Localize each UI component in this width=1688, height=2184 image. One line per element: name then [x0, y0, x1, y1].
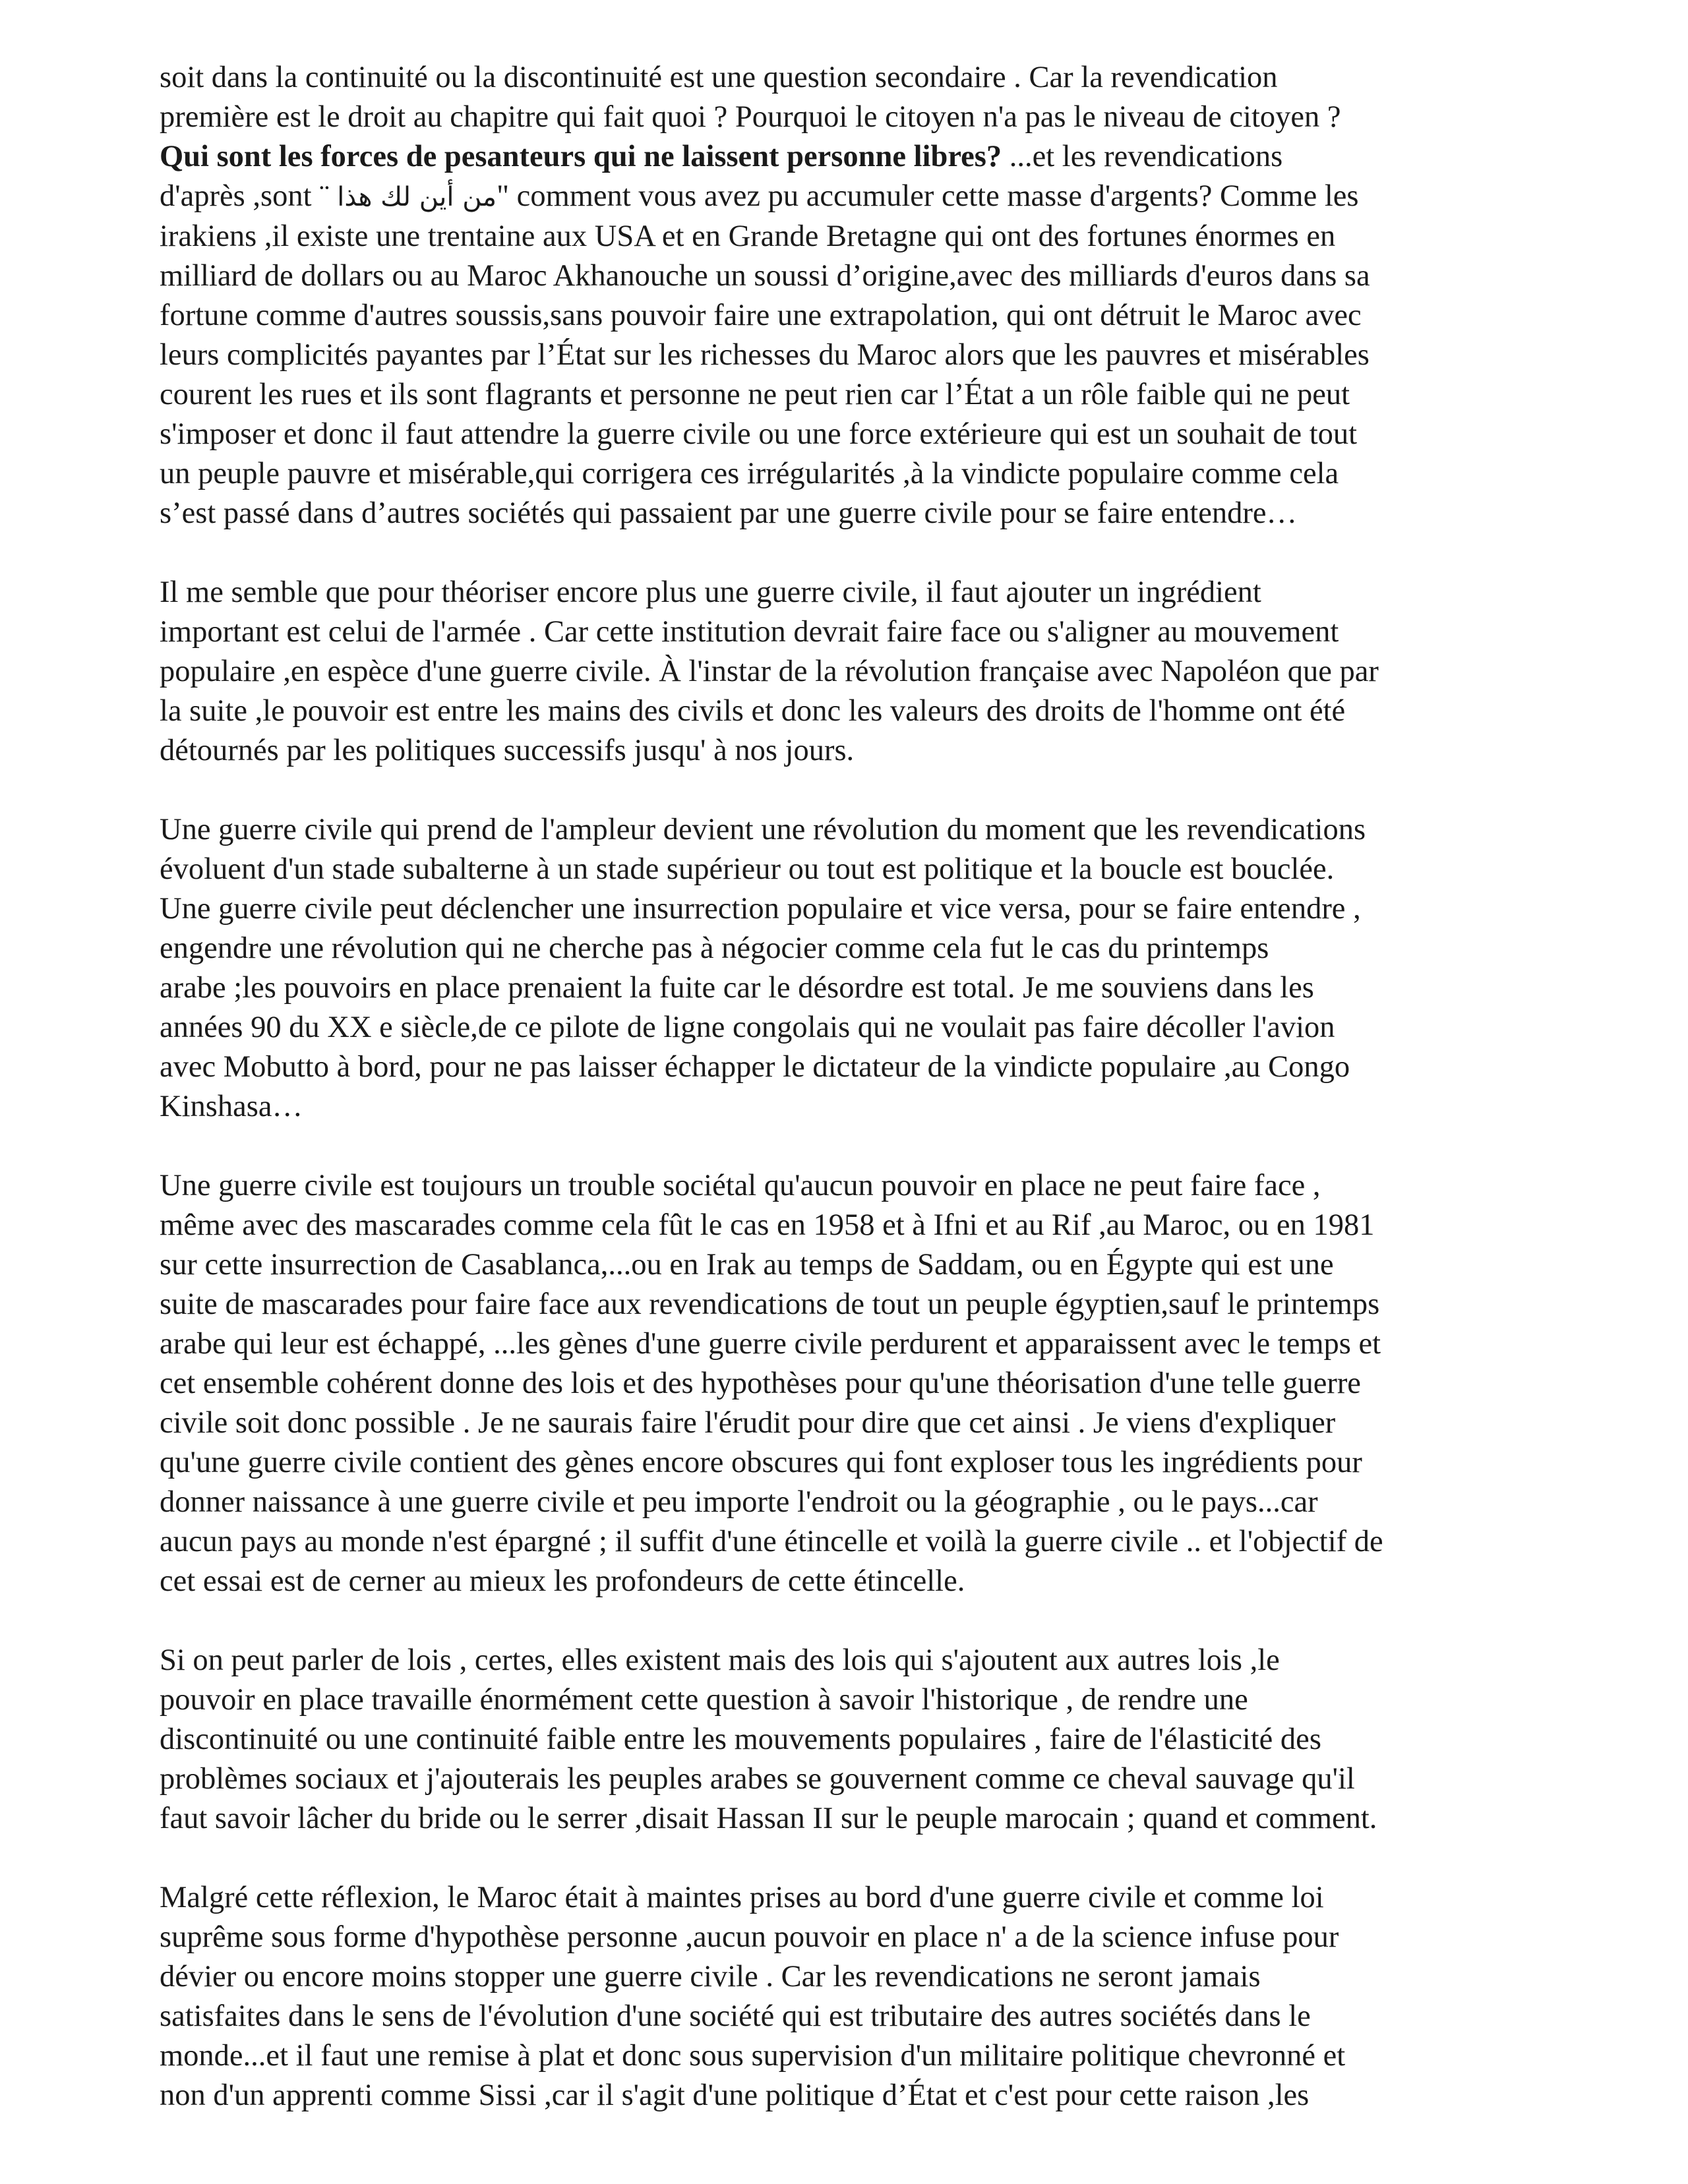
- text-segment: pouvoir en place travaille énormément cette question à savoir l'historique , de rendre une: [160, 1683, 1248, 1717]
- text-line: [160, 1048, 1538, 1087]
- text-line: [160, 98, 1538, 137]
- text-line: [160, 731, 1538, 771]
- text-line: [160, 1997, 1538, 2036]
- text-line: [160, 1483, 1538, 1522]
- text-line: [160, 692, 1538, 731]
- document-page: [160, 58, 1538, 2115]
- text-line: [160, 256, 1538, 296]
- text-line: [160, 850, 1538, 889]
- text-segment: Il me semble que pour théoriser encore plus une guerre civile, il faut ajouter un ingrédient: [160, 576, 1261, 609]
- text-line: [160, 217, 1538, 256]
- text-segment: civile soit donc possible . Je ne saurais faire l'érudit pour dire que cet ainsi . Je viens d'expliquer: [160, 1406, 1336, 1440]
- text-line: [160, 454, 1538, 494]
- bold-question: Qui sont les forces de pesanteurs qui ne laissent personne libres?: [160, 140, 1002, 173]
- text-segment: Une guerre civile est toujours un trouble sociétal qu'aucun pouvoir en place ne peut faire face ,: [160, 1169, 1321, 1202]
- paragraph: [160, 1641, 1538, 1839]
- text-segment: Kinshasa…: [160, 1090, 303, 1123]
- text-line: [160, 2076, 1538, 2115]
- text-segment: engendre une révolution qui ne cherche pas à négocier comme cela fut le cas du printemps: [160, 931, 1269, 965]
- text-line: [160, 1641, 1538, 1680]
- text-segment: monde...et il faut une remise à plat et donc sous supervision d'un militaire politique chevronné et: [160, 2039, 1346, 2073]
- text-segment: donner naissance à une guerre civile et peu importe l'endroit ou la géographie , ou le pays...car: [160, 1485, 1318, 1519]
- text-line: [160, 1522, 1538, 1562]
- text-line: [160, 1008, 1538, 1048]
- text-segment: cet essai est de cerner au mieux les profondeurs de cette étincelle.: [160, 1564, 965, 1598]
- text-segment: s'imposer et donc il faut attendre la guerre civile ou une force extérieure qui est un souhait de tout: [160, 417, 1358, 451]
- text-line: [160, 1443, 1538, 1483]
- text-line: [160, 1562, 1538, 1601]
- text-segment: dévier ou encore moins stopper une guerre civile . Car les revendications ne seront jamais: [160, 1960, 1261, 1993]
- text-line: [160, 968, 1538, 1008]
- text-line: [160, 336, 1538, 375]
- text-line: [160, 1166, 1538, 1206]
- paragraph: [160, 573, 1538, 771]
- text-segment: détournés par les politiques successifs jusqu' à nos jours.: [160, 734, 855, 767]
- text-segment: s’est passé dans d’autres sociétés qui passaient par une guerre civile pour se faire entendre…: [160, 496, 1298, 530]
- text-segment: soit dans la continuité ou la discontinuité est une question secondaire . Car la revendication: [160, 61, 1278, 94]
- text-segment: non d'un apprenti comme Sissi ,car il s'agit d'une politique d’État et c'est pour cette raison ,les: [160, 2079, 1310, 2112]
- text-line: [160, 375, 1538, 415]
- text-line: [160, 1087, 1538, 1127]
- text-line: [160, 1324, 1538, 1364]
- text-segment: leurs complicités payantes par l’État sur les richesses du Maroc alors que les pauvres et misérables: [160, 338, 1370, 372]
- text-segment: discontinuité ou une continuité faible entre les mouvements populaires , faire de l'élasticité des: [160, 1723, 1321, 1756]
- text-segment: problèmes sociaux et j'ajouterais les peuples arabes se gouvernent comme ce cheval sauvage qu'il: [160, 1762, 1355, 1796]
- paragraph: [160, 810, 1538, 1127]
- text-segment: un peuple pauvre et misérable,qui corrigera ces irrégularités ,à la vindicte populaire comme cela: [160, 457, 1339, 490]
- text-segment: milliard de dollars ou au Maroc Akhanouche un soussi d’origine,avec des milliards d'euros dans sa: [160, 259, 1370, 293]
- arabic-quote: من أين لك هذا: [337, 182, 497, 212]
- text-line: [160, 1957, 1538, 1997]
- text-line: [160, 494, 1538, 533]
- text-segment: Une guerre civile peut déclencher une insurrection populaire et vice versa, pour se faire entendre ,: [160, 892, 1361, 926]
- text-segment: populaire ,en espèce d'une guerre civile. À l'instar de la révolution française avec Napoléon que par: [160, 655, 1379, 688]
- text-line: [160, 1918, 1538, 1957]
- text-line: [160, 1245, 1538, 1285]
- text-line: [160, 1364, 1538, 1403]
- text-segment: arabe qui leur est échappé, ...les gènes d'une guerre civile perdurent et apparaissent avec le temps et: [160, 1327, 1381, 1361]
- text-segment: qu'une guerre civile contient des gènes encore obscures qui font exploser tous les ingrédients pour: [160, 1446, 1362, 1479]
- text-segment: cet ensemble cohérent donne des lois et des hypothèses pour qu'une théorisation d'une telle guerre: [160, 1367, 1361, 1400]
- text-line: [160, 2036, 1538, 2076]
- text-line: [160, 652, 1538, 692]
- text-segment: années 90 du XX e siècle,de ce pilote de ligne congolais qui ne voulait pas faire décoller l'avion: [160, 1011, 1335, 1044]
- text-segment: faut savoir lâcher du bride ou le serrer ,disait Hassan II sur le peuple marocain ; quand et comment.: [160, 1802, 1377, 1835]
- text-line: [160, 929, 1538, 968]
- text-segment: aucun pays au monde n'est épargné ; il suffit d'une étincelle et voilà la guerre civile .. et l'objectif de: [160, 1525, 1383, 1558]
- text-line: [160, 1680, 1538, 1720]
- text-segment: suprême sous forme d'hypothèse personne ,aucun pouvoir en place n' a de la science infuse pour: [160, 1920, 1339, 1954]
- text-line: [160, 1285, 1538, 1324]
- text-segment: première est le droit au chapitre qui fait quoi ? Pourquoi le citoyen n'a pas le niveau de citoyen ?: [160, 100, 1341, 134]
- text-line: [160, 889, 1538, 929]
- text-segment: sur cette insurrection de Casablanca,...ou en Irak au temps de Saddam, ou en Égypte qui est une: [160, 1248, 1334, 1282]
- text-segment: Si on peut parler de lois , certes, elles existent mais des lois qui s'ajoutent aux autres lois ,le: [160, 1643, 1280, 1677]
- text-segment: suite de mascarades pour faire face aux revendications de tout un peuple égyptien,sauf le printemps: [160, 1287, 1380, 1321]
- text-line: [160, 296, 1538, 336]
- text-line: [160, 137, 1538, 177]
- text-line: [160, 612, 1538, 652]
- text-line: [160, 177, 1538, 217]
- text-line: [160, 1759, 1538, 1799]
- text-segment: " comment vous avez pu accumuler cette masse d'argents? Comme les: [497, 179, 1359, 213]
- text-segment: arabe ;les pouvoirs en place prenaient la fuite car le désordre est total. Je me souviens dans les: [160, 971, 1314, 1005]
- text-line: [160, 1878, 1538, 1918]
- text-segment: Une guerre civile qui prend de l'ampleur devient une révolution du moment que les revendications: [160, 813, 1366, 846]
- text-segment: évoluent d'un stade subalterne à un stade supérieur ou tout est politique et la boucle est bouclée.: [160, 852, 1335, 886]
- paragraph: [160, 1878, 1538, 2115]
- paragraph: [160, 1166, 1538, 1601]
- text-segment: la suite ,le pouvoir est entre les mains des civils et donc les valeurs des droits de l'homme ont été: [160, 694, 1346, 728]
- text-segment: satisfaites dans le sens de l'évolution d'une société qui est tributaire des autres sociétés dans le: [160, 1999, 1311, 2033]
- text-line: [160, 415, 1538, 454]
- text-line: [160, 1720, 1538, 1759]
- text-segment: d'après ,sont ¨: [160, 179, 338, 213]
- text-segment: même avec des mascarades comme cela fût le cas en 1958 et à Ifni et au Rif ,au Maroc, ou en 1981: [160, 1208, 1375, 1242]
- text-line: [160, 1799, 1538, 1839]
- text-line: [160, 810, 1538, 850]
- text-line: [160, 58, 1538, 98]
- text-segment: irakiens ,il existe une trentaine aux USA et en Grande Bretagne qui ont des fortunes énormes en: [160, 220, 1336, 253]
- text-segment: avec Mobutto à bord, pour ne pas laisser échapper le dictateur de la vindicte populaire ,au Congo: [160, 1050, 1350, 1084]
- text-line: [160, 1403, 1538, 1443]
- text-segment: fortune comme d'autres soussis,sans pouvoir faire une extrapolation, qui ont détruit le Maroc avec: [160, 299, 1362, 332]
- text-segment: ...et les revendications: [1002, 140, 1283, 173]
- text-line: [160, 573, 1538, 612]
- text-line: [160, 1206, 1538, 1245]
- text-segment: courent les rues et ils sont flagrants et personne ne peut rien car l’État a un rôle faible qui ne peut: [160, 378, 1350, 411]
- paragraph: [160, 58, 1538, 533]
- text-segment: important est celui de l'armée . Car cette institution devrait faire face ou s'aligner au mouvement: [160, 615, 1339, 649]
- text-segment: Malgré cette réflexion, le Maroc était à maintes prises au bord d'une guerre civile et comme loi: [160, 1881, 1324, 1914]
